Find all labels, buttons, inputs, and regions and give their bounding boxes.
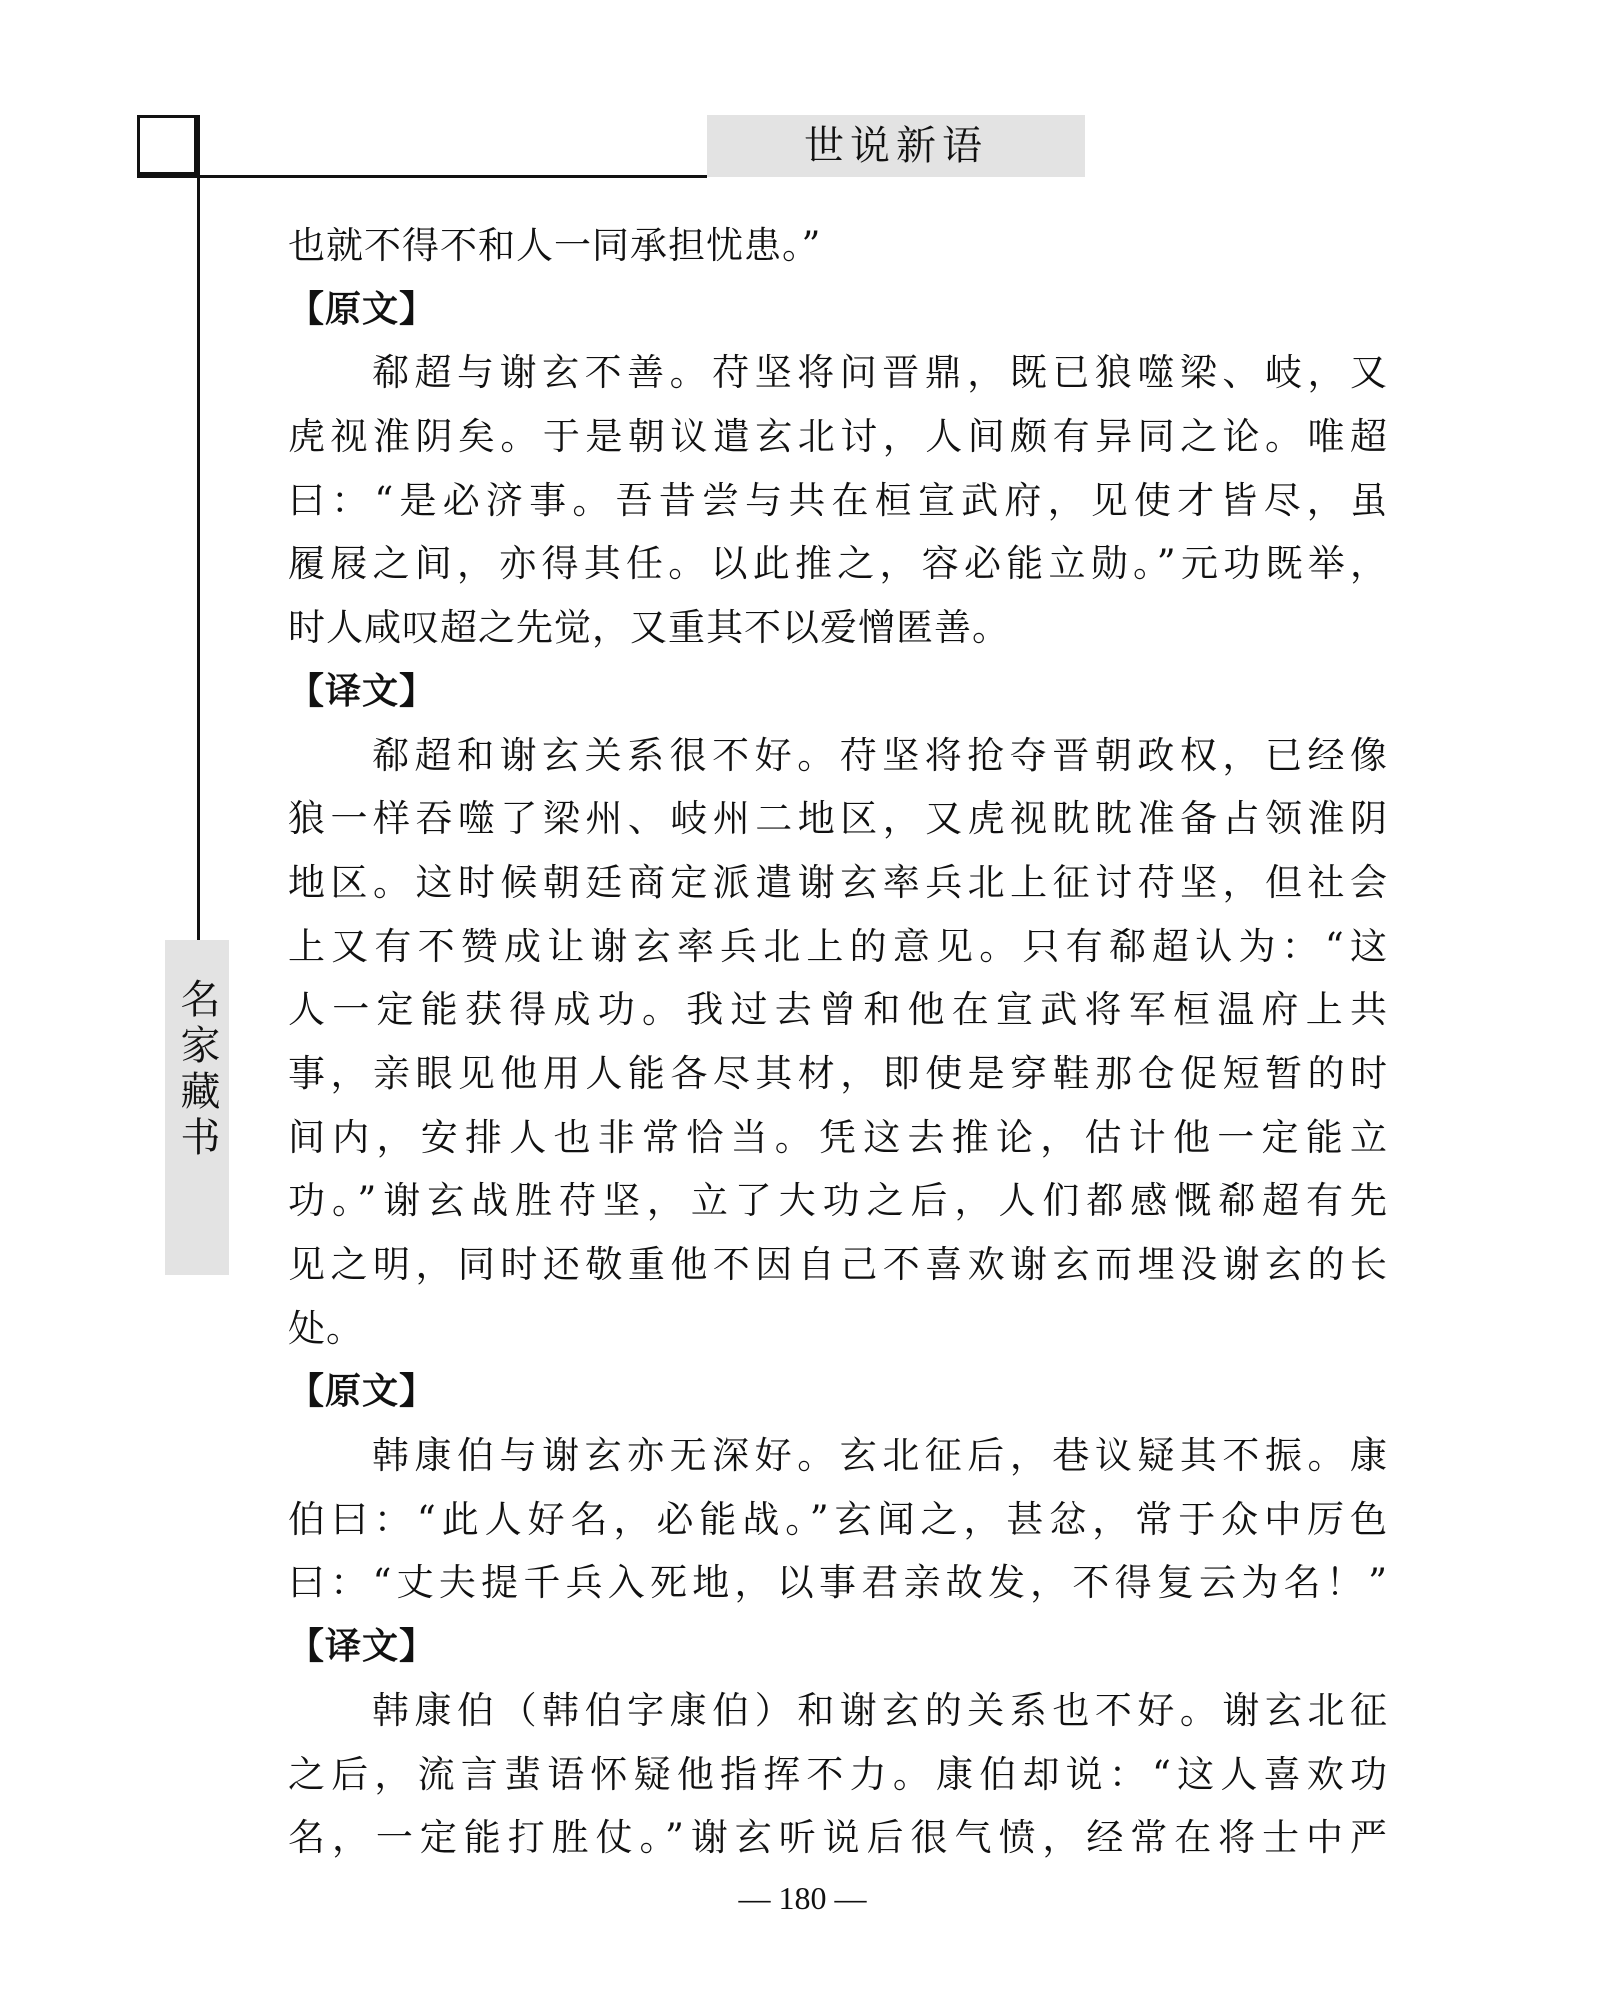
text-line: 地区。这时候朝廷商定派遣谢玄率兵北上征讨苻坚，但社会 [288,860,1388,904]
text-line: 间内，安排人也非常恰当。凭这去推论，估计他一定能立 [288,1115,1388,1159]
section-heading-translation: 【译文】 [288,670,437,712]
text-line: 事，亲眼见他用人能各尽其材，即使是穿鞋那仓促短暂的时 [288,1051,1388,1095]
text-line: 时人咸叹超之先觉，又重其不以爱憎匿善。 [288,606,1010,650]
text-line: 处。 [288,1306,364,1350]
text-line: 韩康伯（韩伯字康伯）和谢玄的关系也不好。谢玄北征 [372,1688,1388,1732]
text-line: 曰：“丈夫提千兵入死地，以事君亲故发，不得复云为名！” [288,1561,1388,1605]
text-line: 上又有不赞成让谢玄率兵北上的意见。只有郗超认为：“这 [288,924,1388,968]
side-label-char: 名 [174,978,220,1024]
text-line: 郗超和谢玄关系很不好。苻坚将抢夺晋朝政权，已经像 [372,733,1388,777]
left-margin-rule [197,115,200,940]
text-line: 虎视淮阴矣。于是朝议遣玄北讨，人间颇有异同之论。唯超 [288,415,1388,459]
text-line: 曰：“是必济事。吾昔尝与共在桓宣武府，见使才皆尽，虽 [288,478,1388,522]
header-rule [137,175,707,178]
text-line: 履屐之间，亦得其任。以此推之，容必能立勋。”元功既举， [288,542,1388,586]
side-label-char: 家 [174,1024,220,1070]
text-line: 伯曰：“此人好名，必能战。”玄闻之，甚忿，常于众中厉色 [288,1497,1388,1541]
running-header [707,115,1085,177]
page-number: — 180 — [738,1880,867,1916]
text-line: 人一定能获得成功。我过去曾和他在宣武将军桓温府上共 [288,988,1388,1032]
text-line: 功。”谢玄战胜苻坚，立了大功之后，人们都感慨郗超有先 [288,1179,1388,1223]
text-line: 韩康伯与谢玄亦无深好。玄北征后，巷议疑其不振。康 [372,1434,1388,1478]
section-heading-translation: 【译文】 [288,1626,437,1668]
section-heading-original: 【原文】 [288,288,437,330]
book-title: 世说新语 [804,123,988,169]
side-label-char: 书 [174,1116,220,1162]
side-label-char: 藏 [174,1070,220,1116]
text-line: 之后，流言蜚语怀疑他指挥不力。康伯却说：“这人喜欢功 [288,1752,1388,1796]
section-heading-original: 【原文】 [288,1371,437,1413]
text-line: 狼一样吞噬了梁州、岐州二地区，又虎视眈眈准备占领淮阴 [288,797,1388,841]
page-body [288,214,1388,1870]
corner-frame-box [137,115,197,175]
text-line: 郗超与谢玄不善。苻坚将问晋鼎，既已狼噬梁、岐，又 [372,351,1388,395]
text-line: 也就不得不和人一同承担忧患。” [288,224,822,267]
text-line: 见之明，同时还敬重他不因自己不喜欢谢玄而埋没谢玄的长 [288,1243,1388,1286]
text-line: 名，一定能打胜仗。”谢玄听说后很气愤，经常在将士中严 [288,1816,1388,1860]
side-series-label [165,940,229,1275]
